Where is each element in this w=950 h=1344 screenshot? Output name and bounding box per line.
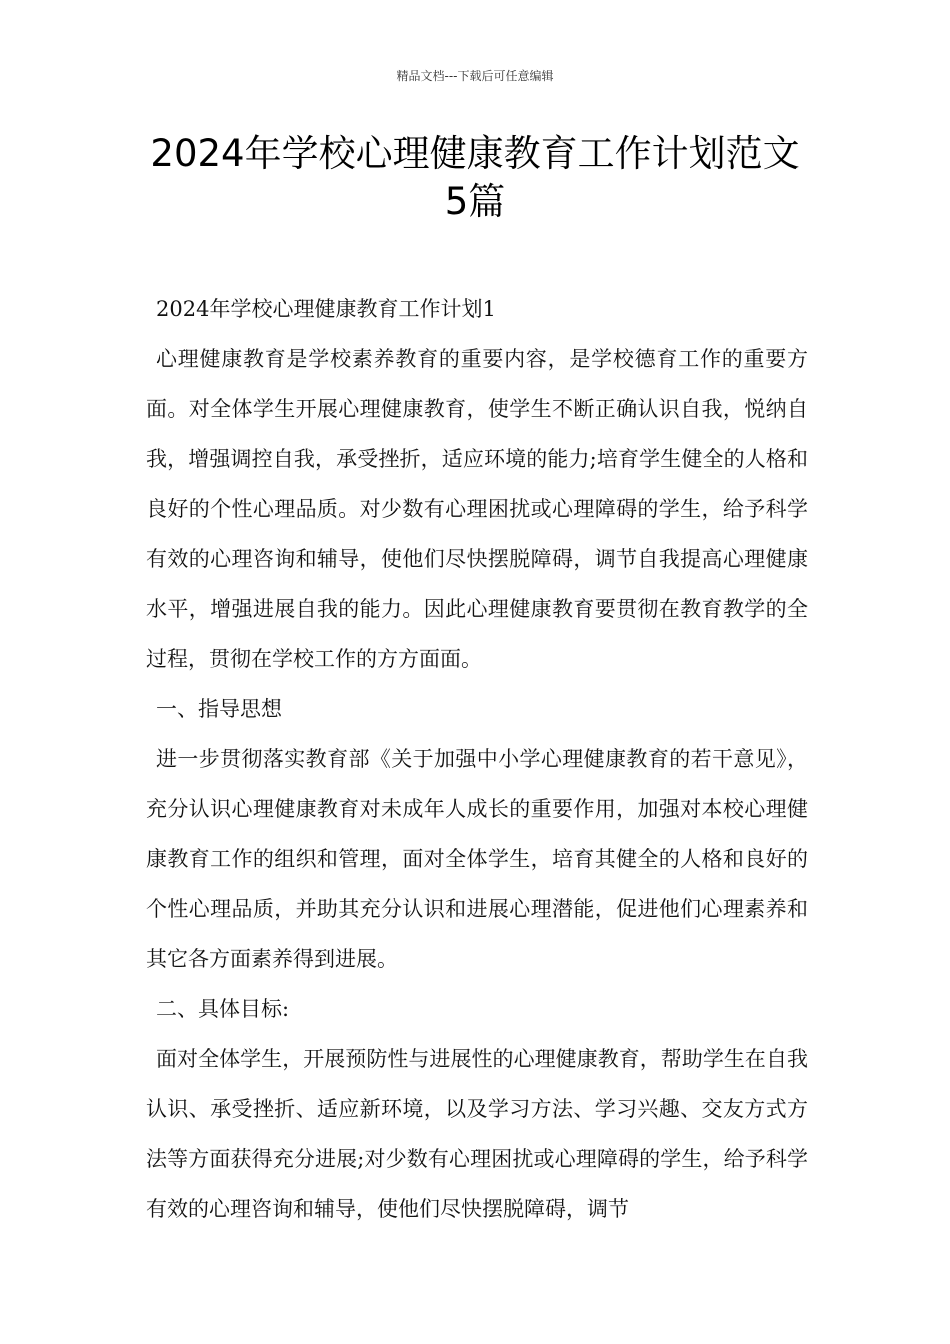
paragraph-specific-goals: 面对全体学生，开展预防性与进展性的心理健康教育，帮助学生在自我认识、承受挫折、适应新环境，以及学习方法、学习兴趣、交友方式方法等方面获得充分进展;对少数有心理困扰或心理障碍的学生，给予科学有效的心理咨询和辅导，使他们尽快摆脱障碍，调节 bbox=[146, 1047, 808, 1221]
document-title bbox=[120, 130, 830, 226]
paragraph-guiding-ideology: 进一步贯彻落实教育部《关于加强中小学心理健康教育的若干意见》，充分认识心理健康教育对未成年人成长的重要作用，加强对本校心理健康教育工作的组织和管理，面对全体学生，培育其健全的人格和良好的个性心理品质，并助其充分认识和进展心理潜能，促进他们心理素养和其它各方面素养得到进展。 bbox=[146, 747, 808, 971]
title-line-1: 2024年学校心理健康教育工作计划范文 bbox=[150, 132, 800, 175]
section-title: 2024年学校心理健康教育工作计划1 bbox=[156, 297, 496, 321]
header-note: 精品文档---下载后可任意编辑 bbox=[396, 69, 554, 83]
intro-paragraph: 心理健康教育是学校素养教育的重要内容，是学校德育工作的重要方面。对全体学生开展心理健康教育，使学生不断正确认识自我，悦纳自我，增强调控自我，承受挫折，适应环境的能力;培育学生健全的人格和良好的个性心理品质。对少数有心理困扰或心理障碍的学生，给予科学有效的心理咨询和辅导，使他们尽快摆脱障碍，调节自我提高心理健康水平，增强进展自我的能力。因此心理健康教育要贯彻在教育教学的全过程，贯彻在学校工作的方方面面。 bbox=[146, 347, 808, 671]
heading-guiding-ideology: 一、指导思想 bbox=[156, 697, 282, 721]
title-line-2: 5篇 bbox=[444, 180, 506, 223]
document-body bbox=[146, 284, 808, 1234]
heading-specific-goals: 二、具体目标: bbox=[156, 997, 290, 1021]
